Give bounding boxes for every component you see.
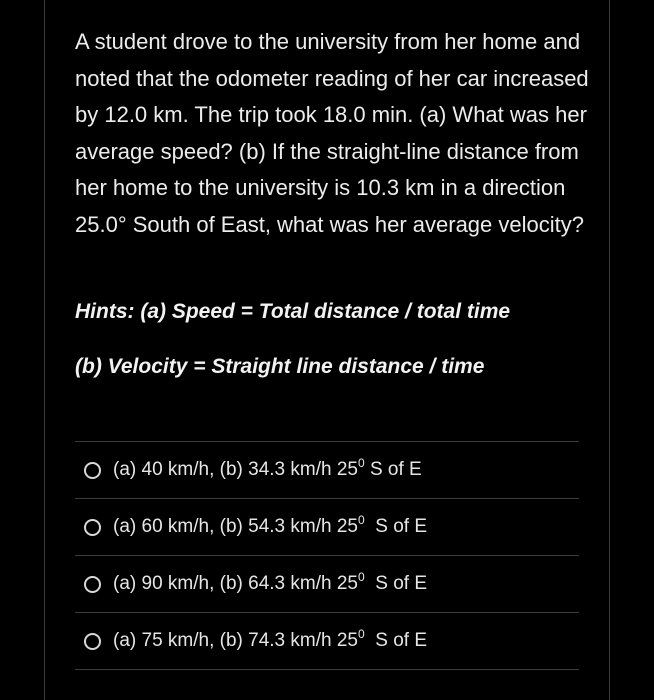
answer-option-2[interactable]: [75, 499, 579, 556]
hint-b: (b) Velocity = Straight line distance / time: [75, 355, 485, 378]
question-text: A student drove to the university from her home and noted that the odometer reading of her car increased by 12.0 km. The trip took 18.0 min. (a) What was her average speed? (b) If the straight-line distance from her home to the university is 10.3 km in a direction 25.0° South of East, what was her average velocity?: [75, 29, 589, 237]
radio-button[interactable]: [84, 462, 101, 479]
radio-button[interactable]: [84, 633, 101, 650]
option-label: (a) 60 km/h, (b) 54.3 km/h $25^0$ S of E: [113, 513, 427, 537]
option-label: (a) 90 km/h, (b) 64.3 km/h $25^0$ S of E: [113, 570, 427, 594]
hint-a: Hints: (a) Speed = Total distance / total time: [75, 300, 511, 323]
radio-button[interactable]: [84, 576, 101, 593]
radio-button[interactable]: [84, 519, 101, 536]
answer-options: [75, 441, 579, 670]
option-label: (a) 40 km/h, (b) 34.3 km/h $25^0$ S of E: [113, 456, 422, 480]
answer-option-1[interactable]: [75, 442, 579, 499]
question-panel: [44, 0, 610, 700]
option-label: (a) 75 km/h, (b) 74.3 km/h $25^0$ S of E: [113, 627, 427, 651]
answer-option-3[interactable]: [75, 556, 579, 613]
answer-option-4[interactable]: [75, 613, 579, 670]
